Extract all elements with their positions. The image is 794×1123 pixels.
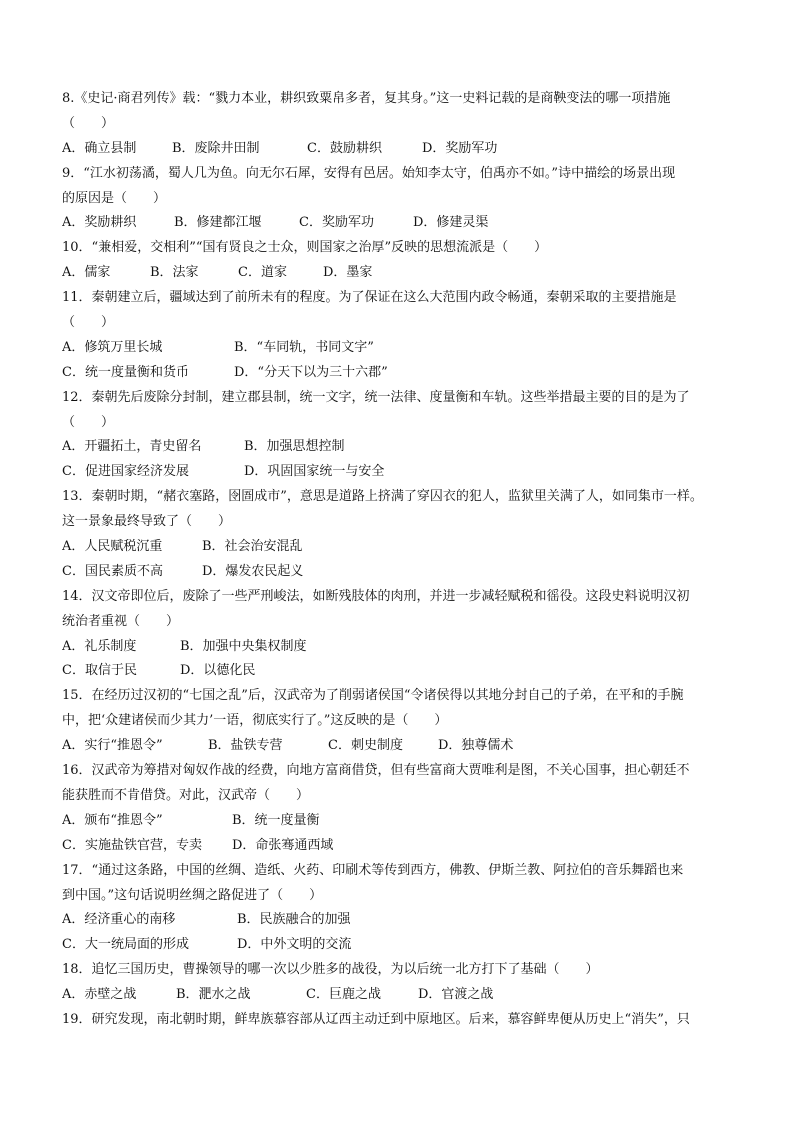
question-stem: （ ）	[62, 115, 115, 131]
option-c: C．刺史制度	[328, 738, 403, 754]
question-stem: 8.《史记·商君列传》载：“戮力本业，耕织致粟帛多者，复其身。”这一史料记载的是商鞅变法的哪一项措施	[62, 91, 671, 106]
option-row	[62, 261, 738, 286]
option-d: D．独尊儒术	[438, 738, 514, 754]
question-stem: 17．“通过这条路，中国的丝绸、造纸、火药、印刷术等传到西方，佛教、伊斯兰教、阿拉伯的音乐舞蹈也来	[62, 862, 684, 878]
option-b: B．废除井田制	[172, 140, 260, 156]
question-15	[62, 684, 738, 759]
option-row	[62, 734, 738, 759]
option-c: C．国民素质不高	[62, 563, 163, 579]
question-stem: 15．在经历过汉初的“七国之乱”后，汉武帝为了削弱诸侯国“令诸侯得以其地分封自己的子弟，在平和的手腕	[62, 688, 684, 704]
option-row	[62, 535, 738, 560]
option-c: C．促进国家经济发展	[62, 464, 189, 480]
option-a: A．实行“推恩令”	[62, 738, 163, 754]
question-9	[62, 162, 738, 237]
option-a: A．奖励耕织	[62, 215, 137, 231]
question-stem: 能获胜而不肯借贷。对此，汉武帝（ ）	[62, 787, 310, 803]
option-c: C．实施盐铁官营，专卖	[62, 837, 202, 853]
question-stem: （ ）	[62, 315, 115, 331]
question-19	[62, 1008, 738, 1033]
question-stem: 9．“江水初荡潏，蜀人几为鱼。向无尔石犀，安得有邑居。始知李太守，伯禹亦不如。”诗中描绘的场景出现	[62, 165, 676, 181]
question-8	[62, 87, 738, 162]
option-a: A．经济重心的南移	[62, 912, 176, 928]
option-row	[62, 137, 738, 162]
question-stem: 的原因是（ ）	[62, 190, 167, 206]
option-c: C．道家	[238, 265, 287, 281]
option-row	[62, 435, 738, 460]
option-row	[62, 983, 738, 1008]
option-d: D．官渡之战	[418, 987, 494, 1003]
question-16	[62, 759, 738, 859]
option-row	[62, 809, 738, 834]
option-b: B．统一度量衡	[232, 812, 320, 828]
option-a: A．颁布“推恩令”	[62, 812, 163, 828]
question-stem: 11．秦朝建立后，疆域达到了前所未有的程度。为了保证在这么大范围内政令畅通，秦朝采取的主要措施是	[62, 290, 677, 306]
question-stem: 10．“兼相爱，交相利”“国有贤良之士众，则国家之治厚”反映的思想流派是（ ）	[62, 240, 548, 256]
question-14	[62, 585, 738, 685]
option-row	[62, 635, 738, 660]
question-stem: 统治者重视（ ）	[62, 613, 180, 629]
option-a: A．礼乐制度	[62, 638, 137, 654]
option-a: A．赤壁之战	[62, 987, 137, 1003]
option-a: A．修筑万里长城	[62, 339, 163, 355]
option-c: C．取信于民	[62, 663, 137, 679]
question-stem: 14．汉文帝即位后，废除了一些严刑峻法，如断残肢体的肉刑，并进一步减轻赋税和徭役。这段史料说明汉初	[62, 588, 690, 604]
option-row	[62, 659, 738, 684]
option-row	[62, 336, 738, 361]
question-stem: 这一景象最终导致了（ ）	[62, 514, 232, 530]
option-b: B．修建都江堰	[174, 215, 262, 231]
option-d: D．修建灵渠	[413, 215, 489, 231]
option-row	[62, 560, 738, 585]
option-row	[62, 361, 738, 386]
option-c: C．巨鹿之战	[306, 987, 381, 1003]
question-13	[62, 485, 738, 585]
option-d: D．命张骞通西域	[232, 837, 334, 853]
option-row	[62, 933, 738, 958]
option-d: D．以德化民	[180, 663, 256, 679]
question-stem: 18．追忆三国历史，曹操领导的哪一次以少胜多的战役，为以后统一北方打下了基础（ ）	[62, 962, 599, 978]
option-c: C．大一统局面的形成	[62, 937, 189, 953]
question-stem: 中，把‘众建诸侯而少其力’一语，彻底实行了。”这反映的是（ ）	[62, 713, 448, 729]
option-b: B．淝水之战	[176, 987, 251, 1003]
option-c: C．统一度量衡和货币	[62, 364, 189, 380]
option-b: B．加强思想控制	[244, 439, 345, 455]
option-c: C．奖励军功	[299, 215, 374, 231]
question-stem: （ ）	[62, 414, 115, 430]
option-row	[62, 834, 738, 859]
option-b: B．盐铁专营	[208, 738, 283, 754]
question-stem: 12．秦朝先后废除分封制，建立郡县制，统一文字，统一法律、度量衡和车轨。这些举措最主要的目的是为了	[62, 389, 690, 405]
option-row	[62, 460, 738, 485]
question-stem: 16．汉武帝为筹措对匈奴作战的经费，向地方富商借贷，但有些富商大贾唯利是图，不关心国事，担心朝廷不	[62, 763, 690, 779]
option-d: D．中外文明的交流	[237, 937, 352, 953]
question-18	[62, 958, 738, 1008]
option-a: A．儒家	[62, 265, 111, 281]
option-b: B．“车同轨，书同文字”	[234, 339, 374, 355]
option-a: A．开疆拓土，青史留名	[62, 439, 202, 455]
option-b: B．民族融合的加强	[237, 912, 351, 928]
question-stem: 到中国。”这句话说明丝绸之路促进了（ ）	[62, 887, 323, 903]
question-12	[62, 386, 738, 486]
option-row	[62, 211, 738, 236]
option-b: B．法家	[150, 265, 199, 281]
question-17	[62, 859, 738, 959]
option-a: A．人民赋税沉重	[62, 539, 163, 555]
question-stem: 19．研究发现，南北朝时期，鲜卑族慕容部从辽西主动迁到中原地区。后来，慕容鲜卑便从历史上“消失”，只	[62, 1011, 690, 1027]
exam-page	[62, 87, 738, 1033]
option-d: D．墨家	[323, 265, 373, 281]
question-10	[62, 236, 738, 286]
question-11	[62, 286, 738, 386]
option-b: B．加强中央集权制度	[180, 638, 307, 654]
option-d: D．巩固国家统一与安全	[244, 464, 385, 480]
option-d: D．奖励军功	[422, 140, 498, 156]
option-a: A．确立县制	[62, 140, 137, 156]
option-row	[62, 908, 738, 933]
option-d: D．爆发农民起义	[202, 563, 304, 579]
option-d: D．“分天下以为三十六郡”	[234, 364, 388, 380]
option-b: B．社会治安混乱	[202, 539, 303, 555]
option-c: C．鼓励耕织	[307, 140, 382, 156]
question-stem: 13．秦朝时期，“赭衣塞路，囹圄成市”，意思是道路上挤满了穿囚衣的犯人，监狱里关满了人，如同集市一样。	[62, 489, 703, 505]
